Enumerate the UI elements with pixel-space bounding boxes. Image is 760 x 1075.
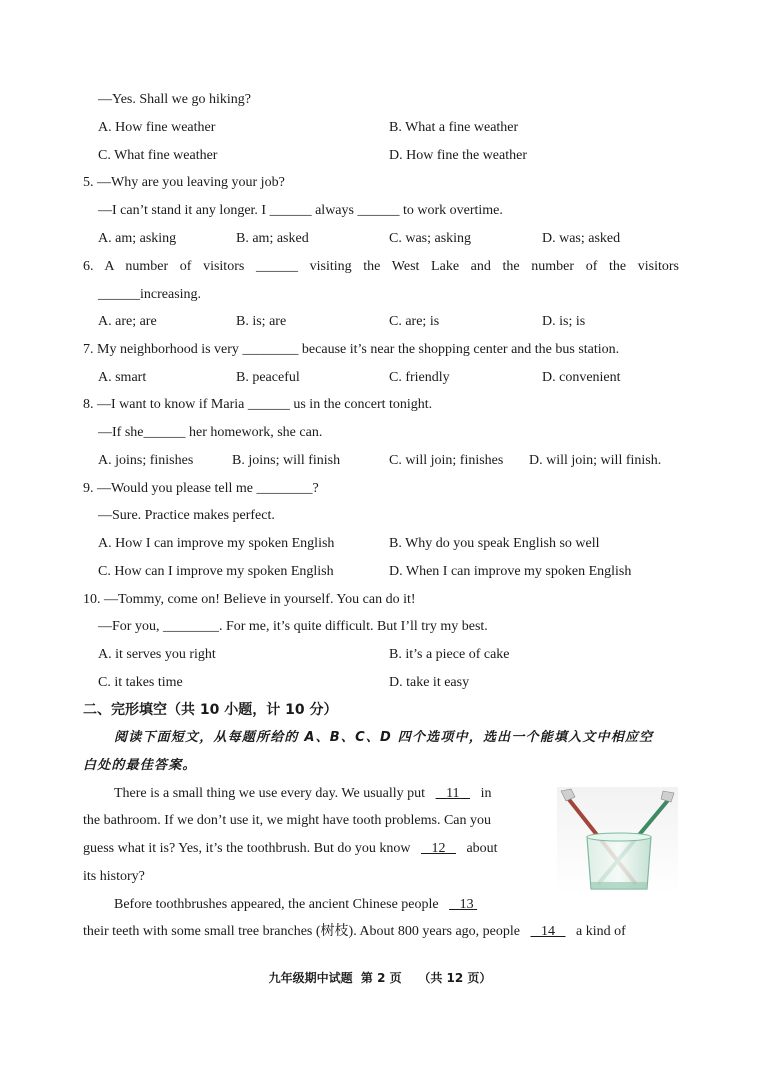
q7-option-a: A. smart — [98, 370, 147, 385]
section2-heading: 二、完形填空（共 10 小题，计 10 分） — [83, 702, 338, 718]
q8-option-b: B. joins; will finish — [232, 453, 341, 468]
passage-line1 — [114, 784, 491, 804]
q7-option-d: D. convenient — [542, 370, 621, 385]
passage-text: about — [466, 841, 498, 856]
blank-14: 14 — [541, 924, 555, 939]
q8-option-a: A. joins; finishes — [98, 453, 194, 468]
passage-text: There is a small thing we use every day. We usually put — [114, 786, 426, 801]
q9-reply: —Sure. Practice makes perfect. — [98, 508, 275, 523]
q8-option-d: D. will join; will finish. — [529, 453, 662, 468]
blank-13: 13 — [459, 897, 474, 912]
q9-option-c: C. How can I improve my spoken English — [98, 564, 334, 579]
q5-option-b: B. am; asked — [236, 231, 309, 246]
passage-text: a kind of — [576, 924, 626, 939]
q9-option-a: A. How I can improve my spoken English — [98, 536, 335, 551]
toothbrush-glass-image — [557, 787, 678, 894]
q4-option-d: D. How fine the weather — [389, 148, 528, 163]
passage-line5 — [114, 895, 477, 915]
q6-question-line1: 6. A number of visitors ______ visiting the West Lake and the number of the visitors — [83, 259, 679, 274]
q9-option-d: D. When I can improve my spoken English — [389, 564, 632, 579]
passage-text: guess what it is? Yes, it’s the toothbrush. But do you know — [83, 841, 411, 856]
glass-base — [591, 882, 647, 889]
q10-reply: —For you, ________. For me, it’s quite difficult. But I’ll try my best. — [98, 619, 488, 634]
q4-option-b: B. What a fine weather — [389, 120, 519, 135]
passage-line4: its history? — [83, 869, 145, 884]
q10-option-d: D. take it easy — [389, 675, 470, 690]
glass-rim — [587, 833, 651, 841]
q9-question: 9. —Would you please tell me ________? — [83, 481, 319, 496]
passage-line2: the bathroom. If we don’t use it, we might have tooth problems. Can you — [83, 813, 492, 828]
q10-option-a: A. it serves you right — [98, 647, 216, 662]
section2-instruction-line2: 白处的最佳答案。 — [83, 758, 197, 773]
passage-line3 — [83, 839, 498, 859]
q6-option-c: C. are; is — [389, 314, 440, 329]
q10-question: 10. —Tommy, come on! Believe in yourself. You can do it! — [83, 592, 416, 607]
q6-option-a: A. are; are — [98, 314, 157, 329]
blank-11: 11 — [446, 786, 460, 801]
q4-reply: —Yes. Shall we go hiking? — [98, 92, 251, 107]
page-footer: 九年级期中试题 第 2 页 （共 12 页） — [268, 971, 492, 985]
q5-option-a: A. am; asking — [98, 231, 177, 246]
q7-option-b: B. peaceful — [236, 370, 300, 385]
q10-option-b: B. it’s a piece of cake — [389, 647, 510, 662]
q8-reply: —If she______ her homework, she can. — [98, 425, 323, 440]
passage-line6 — [83, 922, 626, 942]
q7-question: 7. My neighborhood is very ________ because it’s near the shopping center and the bus station. — [83, 342, 620, 357]
q4-option-c: C. What fine weather — [98, 148, 218, 163]
q8-question: 8. —I want to know if Maria ______ us in the concert tonight. — [83, 397, 433, 412]
q8-option-c: C. will join; finishes — [389, 453, 504, 468]
q6-question-line2: ______increasing. — [98, 287, 202, 302]
q5-question: 5. —Why are you leaving your job? — [83, 175, 285, 190]
blank-12: 12 — [431, 841, 446, 856]
q5-option-d: D. was; asked — [542, 231, 621, 246]
q5-reply: —I can’t stand it any longer. I ______ always ______ to work overtime. — [98, 203, 503, 218]
q6-option-b: B. is; are — [236, 314, 287, 329]
q4-option-a: A. How fine weather — [98, 120, 216, 135]
q6-option-d: D. is; is — [542, 314, 586, 329]
q7-option-c: C. friendly — [389, 370, 450, 385]
passage-text: in — [480, 786, 492, 801]
glass-cup — [587, 837, 651, 889]
passage-text: Before toothbrushes appeared, the ancient Chinese people — [114, 897, 439, 912]
passage-text: their teeth with some small tree branches (树枝). About 800 years ago, people — [83, 924, 520, 939]
q5-option-c: C. was; asking — [389, 231, 472, 246]
section2-instruction-line1: 阅读下面短文，从每题所给的 A、B、C、D 四个选项中，选出一个能填入文中相应空 — [114, 730, 654, 745]
q10-option-c: C. it takes time — [98, 675, 183, 690]
q9-option-b: B. Why do you speak English so well — [389, 536, 600, 551]
